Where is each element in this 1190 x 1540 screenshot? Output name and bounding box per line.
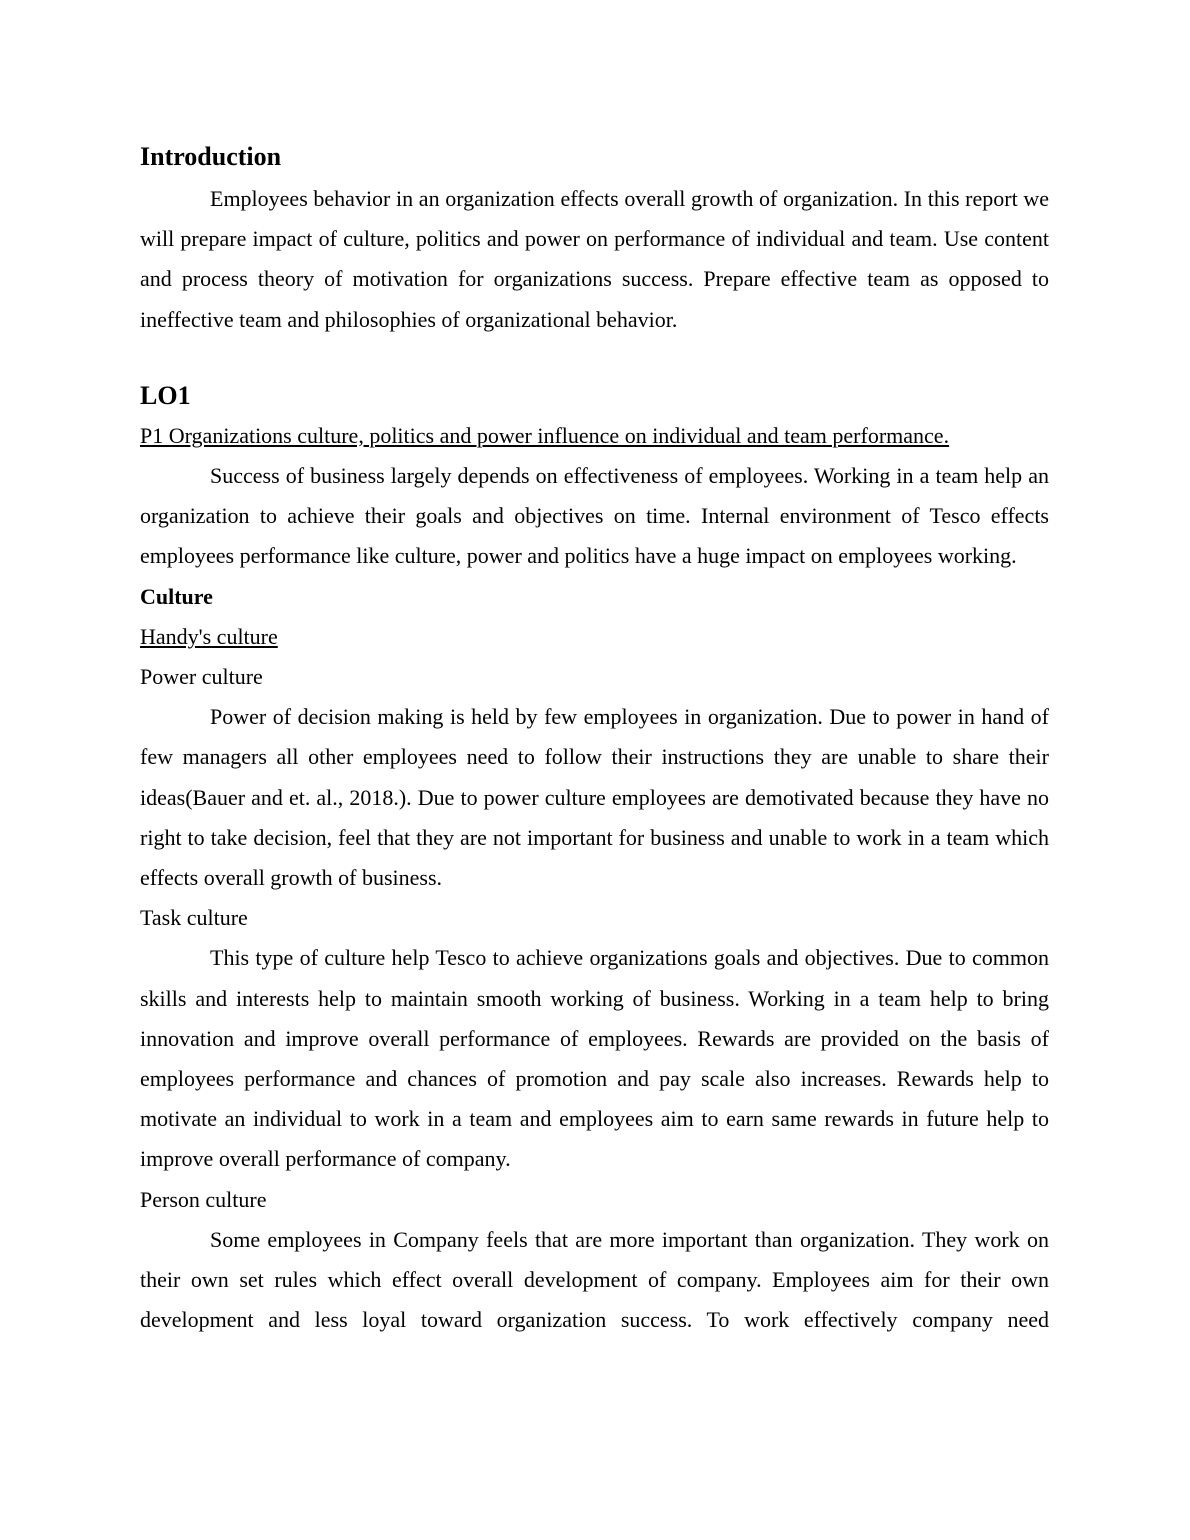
task-culture-paragraph: This type of culture help Tesco to achieve organizations goals and objectives. Due to common skills and interests help to maintain smooth working of business. Working in a team help to bring innovation and improve overall performance of employees. Rewards are provided on the basis of employees performance and chances of promotion and pay scale also increases. Rewards help to motivate an individual to work in a team and employees aim to earn same rewards in future help to improve overall performance of company. xyxy=(140,945,1049,1172)
task-culture-title: Task culture xyxy=(140,905,248,931)
power-culture-paragraph: Power of decision making is held by few employees in organization. Due to power in hand of few managers all other employees need to follow their instructions they are unable to share their ideas(Bauer and et. al., 2018.). Due to power culture employees are demotivated because they have no right to take decision, feel that they are not important for business and unable to work in a team which effects overall growth of business. xyxy=(140,704,1049,891)
handy-culture-title: Handy's culture xyxy=(140,623,278,649)
person-culture-title: Person culture xyxy=(140,1186,267,1212)
person-culture-paragraph: Some employees in Company feels that are more important than organization. They work on their own set rules which effect overall development of company. Employees aim for their own development and less loyal toward organization success. To work effectively company need xyxy=(140,1226,1049,1333)
power-culture-title: Power culture xyxy=(140,664,263,690)
introduction-paragraph: Employees behavior in an organization effects overall growth of organization. In this report we will prepare impact of culture, politics and power on performance of individual and team. Use content and process theory of motivation for organizations success. Prepare effective team as opposed to ineffective team and philosophies of organizational behavior. xyxy=(140,186,1049,332)
introduction-heading: Introduction xyxy=(140,142,282,171)
culture-heading: Culture xyxy=(140,583,213,609)
p1-title: P1 Organizations culture, politics and power influence on individual and team performance. xyxy=(140,422,950,448)
document-page xyxy=(140,137,1049,1340)
lo1-heading: LO1 xyxy=(140,380,191,410)
p1-paragraph: Success of business largely depends on effectiveness of employees. Working in a team help an organization to achieve their goals and objectives on time. Internal environment of Tesco effects employees performance like culture, power and politics have a huge impact on employees working. xyxy=(140,463,1049,569)
